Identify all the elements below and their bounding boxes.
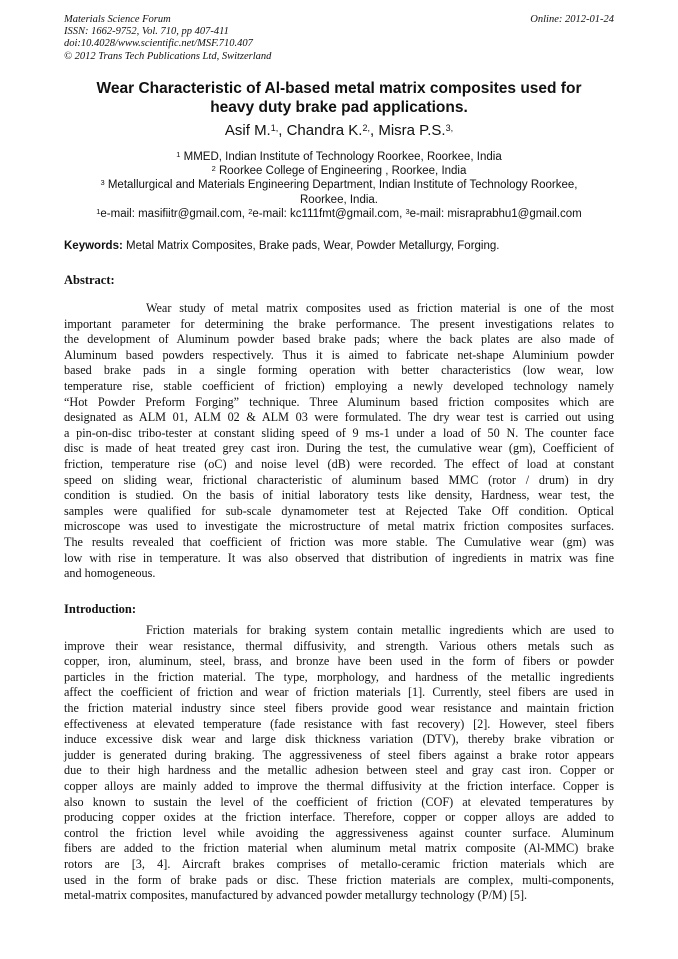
abstract-line: Wear study of metal matrix composites used as friction material is one of the most xyxy=(146,301,614,315)
affiliation-1-sup: 1 xyxy=(176,150,181,159)
intro-line: judder is generated during braking. The aggressiveness of steel fibers against a brake rotor appears xyxy=(64,747,614,762)
email-1-sup: 1 xyxy=(96,206,101,216)
journal-issn: ISSN: 1662-9752, Vol. 710, pp 407-411 xyxy=(64,26,229,38)
paper-title xyxy=(64,80,614,117)
abstract-line: speed on sliding wear, frictional characteristic of aluminum based MMC (rotor / drum) in dry xyxy=(64,472,614,487)
journal-header xyxy=(64,14,271,63)
author-3-sup: 3, xyxy=(445,123,454,133)
abstract-line: and homogeneous. xyxy=(64,566,156,581)
email-3-sup: 3 xyxy=(405,206,410,216)
online-date: Online: 2012-01-24 xyxy=(530,14,614,25)
keywords xyxy=(64,239,614,253)
abstract-line: designated as ALM 01, ALM 02 & ALM 03 were formulated. The dry wear test is carried out using xyxy=(64,410,614,425)
intro-line: particles in the friction material. The type, morphology, and hardness of the metallic ingredients xyxy=(64,669,614,684)
intro-line: producing copper oxides at the friction interface. Therefore, copper or copper alloys are added to xyxy=(64,810,614,825)
abstract-line: The results revealed that coefficient of friction was more stable. The Cumulative wear (gm) was xyxy=(64,534,614,549)
abstract-line: based brake pads in a single forming operation with better characteristics (low wear, low xyxy=(64,363,614,378)
introduction-heading: Introduction: xyxy=(64,602,137,616)
intro-line: also known to sustain the level of the coefficient of friction (COF) at elevated temperatures by xyxy=(64,794,614,809)
intro-line: metal-matrix composites, manufactured by advanced powder metallurgy technology (P/M) [5]. xyxy=(64,888,528,903)
affiliation-1-text: MMED, Indian Institute of Technology Roorkee, Roorkee, India xyxy=(180,151,502,163)
email-line xyxy=(64,207,614,221)
abstract-line: “Hot Powder Preform Forging” technique. Three Aluminum based friction composites which are xyxy=(64,394,614,409)
keywords-label: Keywords: xyxy=(64,240,123,252)
affiliation-2 xyxy=(64,164,614,178)
intro-line: control the friction level while avoiding the aggressiveness against counter surface. Aluminum xyxy=(64,825,614,840)
abstract-heading: Abstract: xyxy=(64,273,115,287)
author-1: Asif M. xyxy=(224,122,271,139)
title-line-1: Wear Characteristic of Al-based metal matrix composites used for xyxy=(96,80,582,97)
author-3: Misra P.S. xyxy=(378,122,446,139)
email-2: e-mail: kc111fmt@gmail.com, xyxy=(252,207,406,220)
abstract-line: low with rise in temperature. It was also observed that distribution of ingredients in matrix was fine xyxy=(64,550,614,565)
abstract-body xyxy=(64,301,614,582)
abstract-line: microscope was used to investigate the microstructure of metal matrix friction composites surfaces. xyxy=(64,519,614,534)
author-1-sup: 1, xyxy=(270,123,279,133)
abstract-line: samples were qualified for sub-scale dynamometer test at Rejected Take Off condition. Optical xyxy=(64,503,614,518)
abstract-line: temperature rise, stable coefficient of friction) employing a newly developed technology namely xyxy=(64,378,614,393)
affiliation-1 xyxy=(64,150,614,164)
abstract-line: a pin-on-disc tribo-tester at constant sliding speed of 9 ms-1 under a load of 50 N. The counter face xyxy=(64,425,614,440)
author-separator: , xyxy=(278,122,287,139)
intro-line: affect the coefficient of friction and wear of friction materials [1]. Currently, steel fibers are used in xyxy=(64,685,614,700)
affiliation-2-sup: 2 xyxy=(211,164,216,174)
affiliations xyxy=(64,150,614,221)
author-2: Chandra K. xyxy=(286,122,363,139)
author-2-sup: 2, xyxy=(362,123,370,133)
affiliation-3-text: Metallurgical and Materials Engineering Department, Indian Institute of Technology Roorkee, xyxy=(104,179,578,192)
intro-line: fibers are added to the friction material when aluminum metal matrix composite (Al-MMC) brake xyxy=(64,841,614,856)
abstract-line: the development of Aluminum powder based brake pads; where the back plates are also made of xyxy=(64,332,614,347)
introduction-body xyxy=(64,623,614,904)
intro-line: copper alloys are mainly added to improve the thermal diffusivity at the friction interface. Copper is xyxy=(64,778,614,793)
intro-line: due to their high hardness and the metallic adhesion between steel and gray cast iron. Copper or xyxy=(64,763,614,778)
intro-line: effectiveness at elevated temperature (fade resistance with fast recovery) [2]. However, steel fibers xyxy=(64,716,614,731)
keywords-text: Metal Matrix Composites, Brake pads, Wear, Powder Metallurgy, Forging. xyxy=(122,240,500,252)
email-2-sup: 2 xyxy=(248,206,253,216)
journal-copyright: © 2012 Trans Tech Publications Ltd, Switzerland xyxy=(64,50,272,62)
email-3: e-mail: misraprabhu1@gmail.com xyxy=(409,207,582,220)
journal-doi: doi:10.4028/www.scientific.net/MSF.710.407 xyxy=(64,38,253,50)
intro-line: used in the form of brake pads or disc. These friction materials are complex, multi-components, xyxy=(64,872,614,887)
affiliation-3 xyxy=(64,178,614,192)
abstract-line: friction, temperature rise (oC) and noise level (dB) were recorded. The effect of load at constant xyxy=(64,456,614,471)
abstract-line: Aluminum based powders respectively. Thus it is aimed to fabricate net-shape Aluminium powder xyxy=(64,347,614,362)
intro-line: rotors are [3, 4]. Aircraft brakes comprises of metallo-ceramic friction materials which are xyxy=(64,856,614,871)
affiliation-3-sup: 3 xyxy=(100,178,105,188)
intro-line: copper, iron, aluminum, steel, brass, and bronze have been used in the form of fibers or powder xyxy=(64,654,614,669)
intro-line: induce excessive disk wear and large disk thickness variation (DTV), thereby brake vibration or xyxy=(64,732,614,747)
author-separator: , xyxy=(370,122,379,139)
abstract-line: condition is studied. On the basis of initial laboratory tests like density, Hardness, wear test, the xyxy=(64,488,614,503)
intro-line: improve their wear resistance, thermal diffusivity, and strength. Various others metals such as xyxy=(64,638,614,653)
email-1: e-mail: masifiitr@gmail.com, xyxy=(100,207,249,220)
author-list xyxy=(64,122,614,140)
affiliation-2-text: Roorkee College of Engineering , Roorkee, India xyxy=(215,165,467,178)
affiliation-3-cont: Roorkee, India. xyxy=(300,193,378,206)
journal-name: Materials Science Forum xyxy=(64,14,171,25)
abstract-line: disc is made of heat treated grey cast iron. During the test, the cumulative wear (gm), Coefficient of xyxy=(64,441,614,456)
intro-line: the friction material industry since steel fibers provide good wear resistance and maintain friction xyxy=(64,700,614,715)
abstract-line: important parameter for determining the brake performance. The present investigations relates to xyxy=(64,316,614,331)
title-line-2: heavy duty brake pad applications. xyxy=(210,98,468,116)
intro-line: Friction materials for braking system contain metallic ingredients which are used to xyxy=(146,623,614,637)
